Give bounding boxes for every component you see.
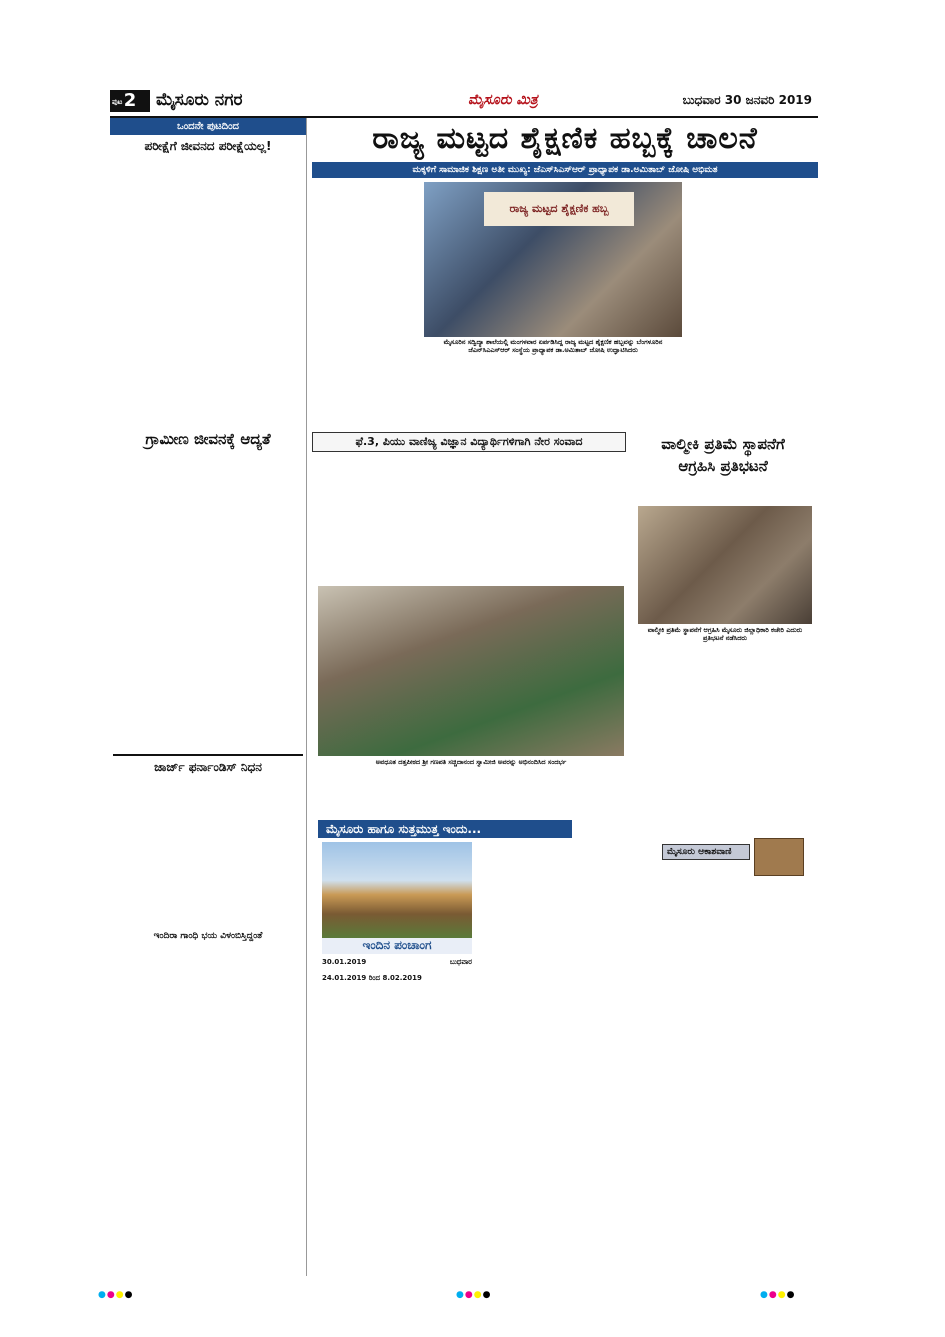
lead-subhead: ಮಕ್ಕಳಿಗೆ ಸಾಮಾಜಿಕ ಶಿಕ್ಷಣ ಅತೀ ಮುಖ್ಯ: ಜೆಎಸ್‌ಸಿಎಸ್‌ಆರ್ ಪ್ರಾಧ್ಯಾಪಕ ಡಾ.ಅಮಿತಾಬ್ ಜೋಷಿ ಅಭಿಮತ [312, 162, 818, 178]
article-text-block [113, 156, 303, 426]
story2-caption: ಅವಧೂತ ದತ್ತಪೀಠದ ಶ್ರೀ ಗಣಪತಿ ಸಚ್ಚಿದಾನಂದ ಸ್ವಾಮೀಜಿ ಅವರನ್ನು ಅಭಿನಂದಿಸಿದ ಸಂದರ್ಭ [375, 758, 567, 766]
obituary-headline: ಜಾರ್ಜ್ ಫರ್ನಾಂಡಿಸ್ ನಿಧನ [154, 760, 262, 774]
issue-date: ಬುಧವಾರ 30 ಜನವರಿ 2019 [682, 93, 812, 107]
lead-text-col [312, 182, 420, 432]
left-column [110, 118, 307, 1276]
lead-text-cols [424, 358, 818, 428]
newspaper-page [98, 86, 818, 1276]
masthead [98, 90, 818, 116]
story2-photo [318, 586, 624, 756]
article-text-block [113, 943, 303, 1273]
panchanga-title: ಇಂದಿನ ಪಂಚಾಂಗ [322, 938, 472, 954]
radio-icon [754, 838, 804, 876]
section-name: ಮೈಸೂರು ನಗರ [156, 90, 243, 110]
events-col [476, 842, 652, 1276]
story3-headline-2: ಆಗ್ರಹಿಸಿ ಪ್ರತಿಭಟನೆ [678, 457, 768, 475]
radio-schedule-head: ಮೈಸೂರು ಆಕಾಶವಾಣಿ [662, 844, 750, 860]
page-label: ಪುಟ [112, 98, 123, 106]
registration-dots: ●●●● [760, 1290, 796, 1300]
article-text-block [113, 777, 303, 927]
panchanga-date: 30.01.2019 [322, 958, 367, 966]
page-number: 2 [123, 90, 137, 111]
obituary-subhead: ಇಂದಿರಾ ಗಾಂಧಿ ಭಯ ವಿಳಂಬಿಸ್ತಿದ್ದಂತೆ [153, 931, 263, 941]
lead-headline: ರಾಜ್ಯ ಮಟ್ಟದ ಶೈಕ್ಷಣಿಕ ಹಬ್ಬಕ್ಕೆ ಚಾಲನೆ [372, 121, 758, 156]
panchanga-day: ಬುಧವಾರ [449, 958, 472, 966]
paper-name: ಮೈಸೂರು ಮಿತ್ರ [468, 92, 538, 108]
rural-headline: ಗ್ರಾಮೀಣ ಜೀವನಕ್ಕೆ ಆದ್ಯತೆ [145, 430, 271, 448]
palace-photo [322, 842, 472, 938]
registration-dots: ●●●● [456, 1290, 492, 1300]
article-text-block [113, 450, 303, 750]
lead-photo-caption: ಮೈಸೂರಿನ ಸದ್ವಿದ್ಯಾ ಶಾಲೆಯಲ್ಲಿ ಮಂಗಳವಾರ ಏರ್ಪಡಿಸಿದ್ದ ರಾಜ್ಯ ಮಟ್ಟದ ಶೈಕ್ಷಣಿಕ ಹಬ್ಬವನ್ನು ಬೆಂಗಳೂರಿನ ಜೆಎನ್‌ಸಿಎಎಸ್‌ಆರ್ ಸಂಸ್ಥೆಯ ಪ್ರಾಧ್ಯಾಪಕ ಡಾ.ಅಮಿತಾಬ್ ಜೋಷಿ ಉದ್ಘಾಟಿಸಿದರು [443, 338, 663, 354]
continued-bar: ಒಂದನೇ ಪುಟದಿಂದ [110, 118, 306, 135]
lead-photo [424, 182, 682, 337]
events-col [318, 1006, 464, 1276]
page-number-badge [110, 90, 150, 112]
exam-headline: ಪರೀಕ್ಷೆಗೆ ಜೀವನದ ಪರೀಕ್ಷೆಯಲ್ಲ! [144, 139, 272, 153]
divider [113, 754, 303, 756]
story3-photo [638, 506, 812, 624]
event-banner: ರಾಜ್ಯ ಮಟ್ಟದ ಶೈಕ್ಷಣಿಕ ಹಬ್ಬ [484, 192, 634, 226]
registration-dots: ●●●● [98, 1290, 134, 1300]
story3-caption: ವಾಲ್ಮೀಕಿ ಪ್ರತಿಮೆ ಸ್ಥಾಪನೆಗೆ ಆಗ್ರಹಿಸಿ ಮೈಸೂರು ಜಿಲ್ಲಾಧಿಕಾರಿ ಕಚೇರಿ ಎದುರು ಪ್ರತಿಭಟನೆ ನಡೆಸಿದರು [647, 626, 803, 642]
story2-headline: ಫೆ.3, ಪಿಯು ವಾಣಿಜ್ಯ ವಿಜ್ಞಾನ ವಿದ್ಯಾರ್ಥಿಗಳಿಗಾಗಿ ನೇರ ಸಂವಾದ [312, 432, 626, 452]
radio-schedule [662, 880, 818, 1276]
story3-headline-1: ವಾಲ್ಮೀಕಿ ಪ್ರತಿಮೆ ಸ್ಥಾಪನೆಗೆ [661, 435, 785, 453]
story3-text [628, 646, 818, 796]
event-date-range: 24.01.2019 ರಿಂದ 8.02.2019 [322, 974, 422, 982]
story2-text [312, 452, 624, 582]
events-band: ಮೈಸೂರು ಹಾಗೂ ಸುತ್ತಮುತ್ತ ಇಂದು... [318, 820, 572, 838]
